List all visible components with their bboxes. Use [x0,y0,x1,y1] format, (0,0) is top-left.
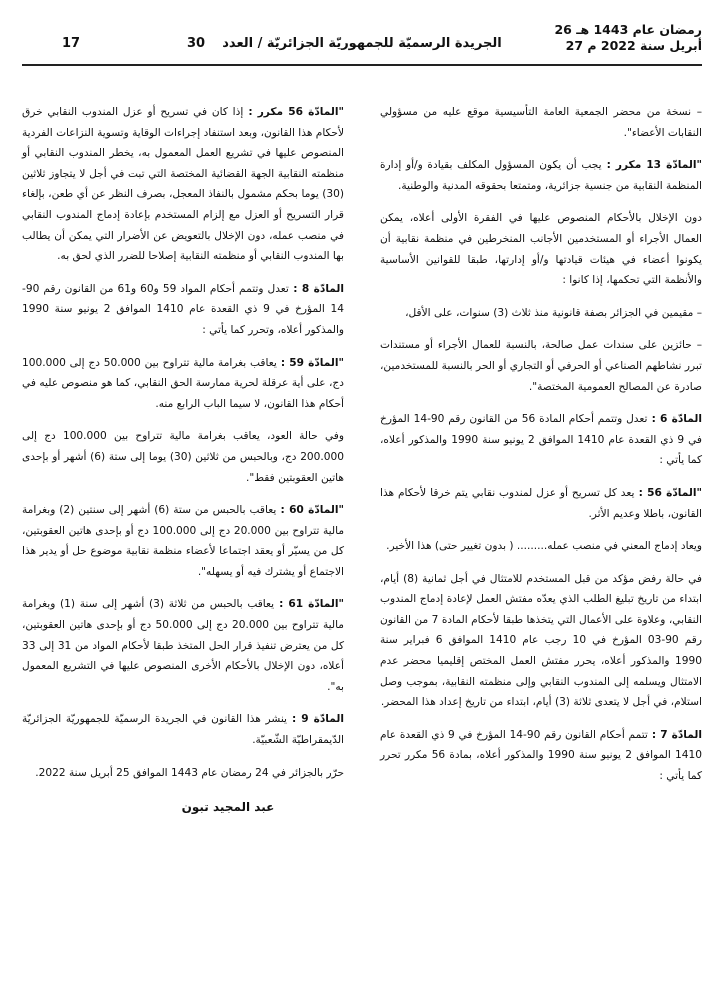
paragraph-text: تعدل وتتمم أحكام المواد 59 و60 و61 من القانون رقم 90-14 المؤرخ في 9 ذي القعدة عام 1410 الموافق 2 يونيو سنة 1990 والمذكور أعلاه، وتحرر كما يأتي : [22,282,344,336]
paragraph [380,335,702,397]
left-column [22,102,344,818]
paragraph [380,483,702,524]
paragraph [380,155,702,196]
paragraph-text: ويعاد إدماج المعني في منصب عمله......... ( بدون تغيير حتى) هذا الأخير. [386,540,702,553]
page-header [22,16,702,66]
paragraph [380,569,702,713]
paragraph [380,303,702,324]
paragraph [22,763,344,784]
paragraph [22,500,344,582]
paragraph-text: ينشر هذا القانون في الجريدة الرسميّة للجمهوريّة الجزائريّة الدّيمقراطيّة الشّعبيّة. [22,713,344,747]
article-heading: "المادّة 56 : [634,486,703,499]
paragraph [22,709,344,750]
article-heading: المادّة 8 : [288,282,345,295]
paragraph [22,102,344,267]
paragraph [380,102,702,143]
paragraph [22,594,344,697]
paragraph-text: في حالة رفض مؤكد من قبل المستخدم للامتثال في أجل ثمانية (8) أيام، ابتداء من تاريخ تبليغ الطلب الذي يعدّه مفتش العمل لإعادة إدماج المندوب النقابي، وعلاوة على الأعمال التي يتخذها طبقا لأحكام المادة 7 من القانون رقم 90-03 المؤرخ في 10 رجب عام 1410 الموافق 6 فبراير سنة 1990 والمذكور أعلاه، يحرر مفتش العمل المختص إقليميا محضر عدم الامتثال ويسلمه إلى المندوب النقابي وإلى منظمته النقابية، بموجب وصل استلام، في أجل لا يتعدى ثلاثة (3) أيام، ابتداء من تاريخ إعداد هذا المحضر. [380,572,702,709]
paragraph [380,536,702,557]
paragraph-text: – مقيمين في الجزائر بصفة قانونية منذ ثلاث (3) سنوات، على الأقل، [405,306,702,319]
paragraph-text: – نسخة من محضر الجمعية العامة التأسيسية موقع عليه من مسؤولي النقابات الأعضاء". [380,106,702,139]
article-heading: المادّة 6 : [647,413,702,426]
paragraph [22,353,344,415]
paragraph [380,409,702,471]
gregorian-date: 27 أبريل سنة 2022 م [565,38,702,53]
article-heading: "المادّة 59 : [276,356,344,369]
paragraph-text: إذا كان في تسريح أو عزل المندوب النقابي خرق لأحكام هذا القانون، وبعد استنفاد إجراءات الوقاية وتسوية النزاعات الفردية المنصوص عليها في تشريع العمل المعمول به، يخطر المندوب النقابي أو منظمته النقابية الجهة القضائية المختصة التي تبت في أجل لا يتجاوز ثلاثين (30) يوما بحكم مشمول بالنفاذ المعجل، بصرف النظر عن أي طعن، بإلغاء قرار التسريح أو العزل مع إلزام المستخدم بإعادة إدماج المندوب النقابي في منصب عمله، دون الإخلال بالتعويض عن الأضرار التي يمكن أن يطالب بها المندوب النقابي أو منظمته النقابية إصلاحا للضرر الذي لحق به. [21,106,344,263]
paragraph-text: – حائزين على سندات عمل صالحة، بالنسبة للعمال الأجراء أو مستندات تبرر نشاطهم الصناعي أو الحرفي أو التجاري أو الحر بالنسبة للمستخدمين، صادرة عن المصالح العمومية المختصة". [380,339,702,393]
hijri-date: 26 رمضان عام 1443 هـ [554,22,702,37]
article-heading: "المادّة 13 مكرر : [601,159,702,172]
article-heading: المادّة 7 : [647,728,702,741]
paragraph [22,279,344,341]
gazette-title: الجريدة الرسميّة للجمهوريّة الجزائريّة / العدد [222,36,502,51]
article-heading: "المادّة 61 : [274,598,344,611]
paragraph [22,426,344,488]
article-heading: المادّة 9 : [286,713,344,726]
paragraph-text: وفي حالة العود، يعاقب بغرامة مالية تتراوح بين 100.000 دج إلى 200.000 دج، وبالحبس من ثلاثين (30) يوما إلى ستة (6) أشهر أو بإحدى هاتين العقوبتين فقط". [22,430,344,484]
paragraph [380,208,702,290]
signature: عبد المجيد تبون [181,800,275,815]
paragraph-text: حرّر بالجزائر في 24 رمضان عام 1443 الموافق 25 أبريل سنة 2022. [35,766,344,779]
page-number: 17 [62,36,81,51]
issue-number: 30 [187,36,206,51]
paragraph-text: يعاقب بالحبس من ستة (6) أشهر إلى سنتين (2) وبغرامة مالية تتراوح بين 20.000 دج إلى 100.000 دج أو بإحدى هاتين العقوبتين، كل من يسيّر أو يعقد اجتماعا لأعضاء منظمة نقابية موضوع حل أو يدير هذا الاجتماع أو يشترك فيه أو يسهله". [22,504,344,578]
paragraph-text: يعد كل تسريح أو عزل لمندوب نقابي يتم خرقا لأحكام هذا القانون، باطلا وعديم الأثر. [380,486,702,520]
right-column [380,102,702,818]
article-heading: "المادّة 56 مكرر : [243,106,344,118]
paragraph [380,725,702,787]
text-columns [22,102,702,818]
paragraph-text: دون الإخلال بالأحكام المنصوص عليها في الفقرة الأولى أعلاه، يمكن العمال الأجراء أو المستخدمين الأجانب المنخرطين في منظمة نقابية أن يكونوا أعضاء في هيئات قيادتها و/أو إدارتها، طبقا للقوانين الأساسية والأنظمة التي تحكمها، إذا كانوا : [380,212,702,287]
paragraph-text: يجب أن يكون المسؤول المكلف بقيادة و/أو إدارة المنظمة النقابية من جنسية جزائرية، ومتمتعا بحقوقه المدنية والوطنية. [380,159,702,192]
paragraph-text: تتمم أحكام القانون رقم 90-14 المؤرخ في 9 ذي القعدة عام 1410 الموافق 2 يونيو سنة 1990 والمذكور أعلاه، بمادة 56 مكرر تحرر كما يأتي : [380,728,703,783]
paragraph-text: يعاقب بغرامة مالية تتراوح بين 50.000 دج إلى 100.000 دج، على أية عرقلة لحرية ممارسة الحق النقابي، كما هو منصوص عليه في أحكام هذا القانون، لا سيما الباب الرابع منه. [22,356,344,410]
paragraph-text: تعدل وتتمم أحكام المادة 56 من القانون رقم 90-14 المؤرخ في 9 ذي القعدة عام 1410 الموافق 2 يونيو سنة 1990 والمذكور أعلاه، كما يأتي : [380,413,702,467]
paragraph-text: يعاقب بالحبس من ثلاثة (3) أشهر إلى سنة (1) وبغرامة مالية تتراوح بين 20.000 دج إلى 50.000 دج أو بإحدى هاتين العقوبتين، كل من يعترض تنفيذ قرار الحل المتخذ طبقا لأحكام المواد من 31 إلى 33 أعلاه، دون الإخلال بالأحكام الأخرى المنصوص عليها في التشريع المعمول به". [22,598,344,693]
article-heading: "المادّة 60 : [276,504,344,517]
